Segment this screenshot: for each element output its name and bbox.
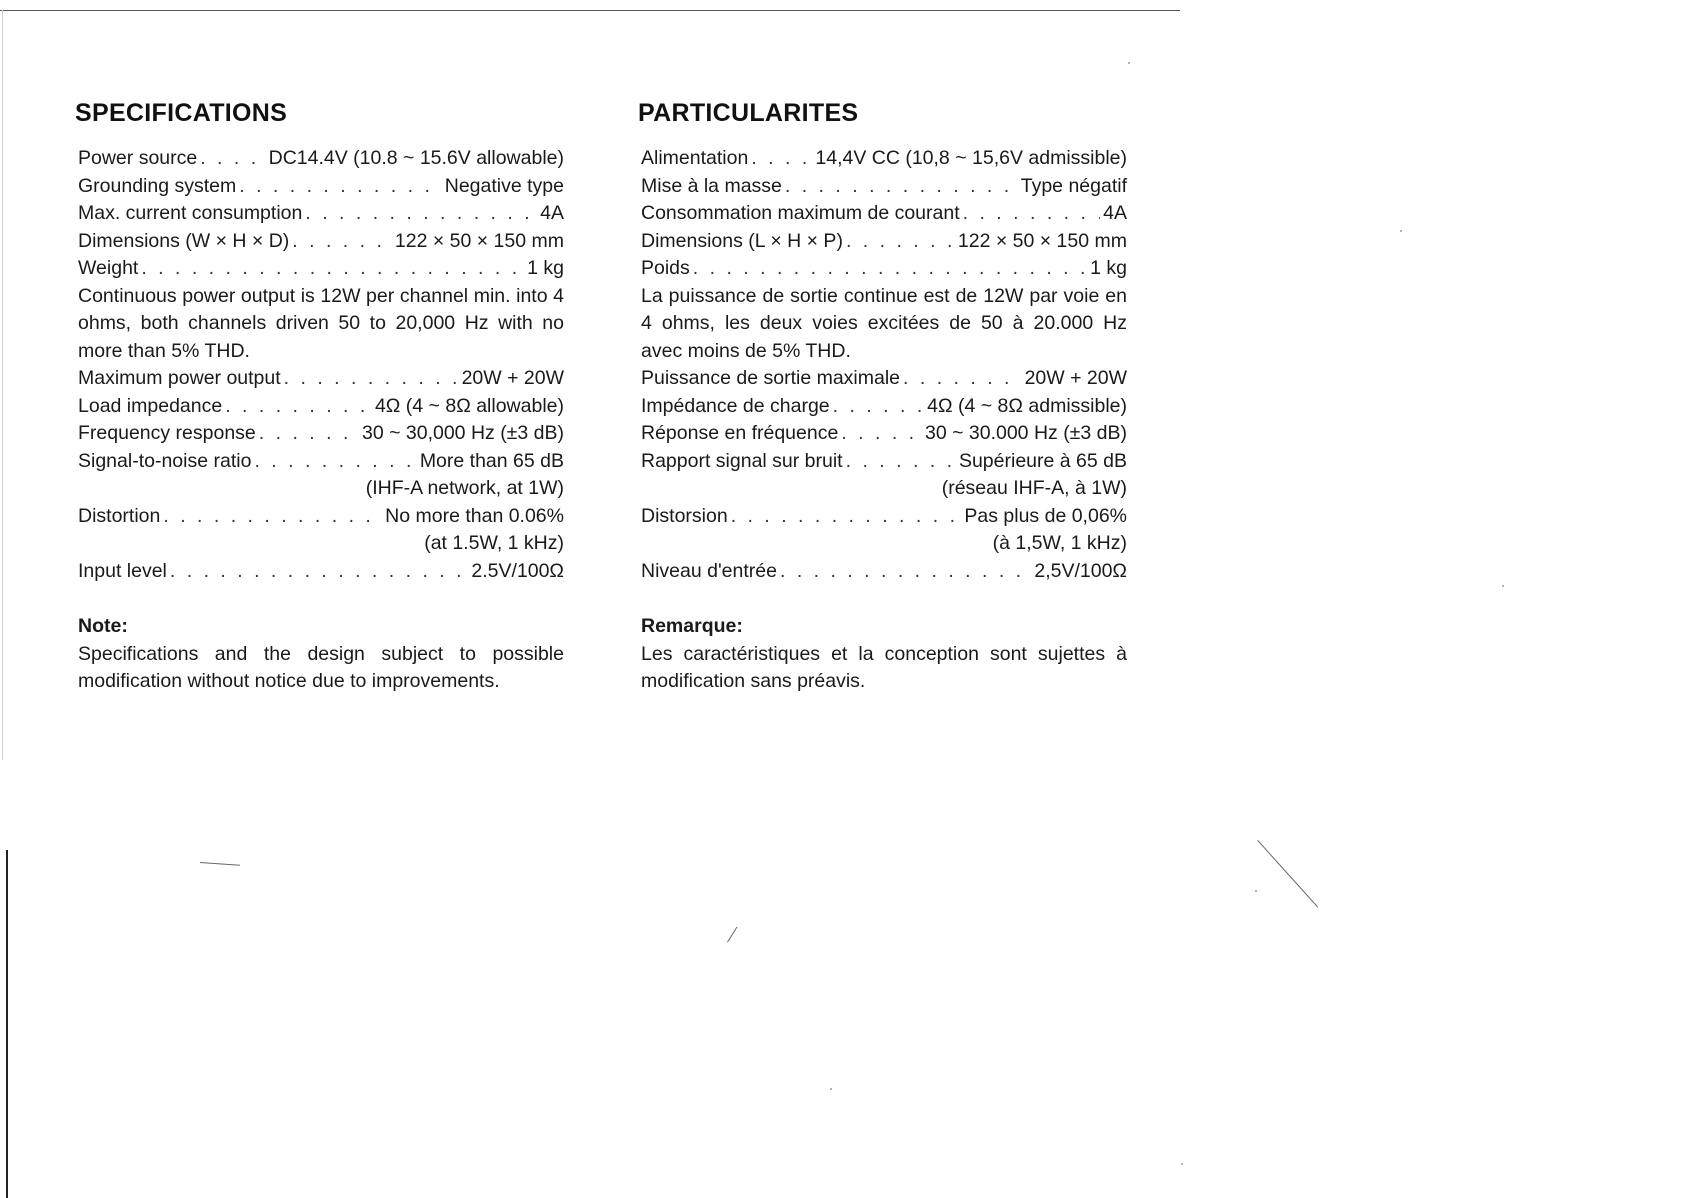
- dot-leader: [846, 228, 955, 256]
- spec-label: Niveau d'entrée: [641, 559, 777, 582]
- spec-value: 122 × 50 × 150 mm: [394, 229, 564, 252]
- spec-value: 2,5V/100Ω: [1034, 559, 1127, 582]
- spec-row: [78, 228, 564, 256]
- dot-leader: [903, 365, 1022, 393]
- spec-value: Negative type: [444, 174, 564, 197]
- scan-speck: [1502, 585, 1504, 587]
- dot-leader: [239, 173, 442, 201]
- dot-leader: [163, 503, 382, 531]
- dot-leader: [841, 420, 922, 448]
- spec-value: DC14.4V (10.8 ~ 15.6V allowable): [268, 147, 564, 169]
- dot-leader: [833, 393, 925, 421]
- scan-speck: [830, 1088, 832, 1090]
- spec-value: 30 ~ 30.000 Hz (±3 dB): [924, 422, 1127, 444]
- spec-row: [641, 448, 1127, 476]
- spec-label: Impédance de charge: [641, 394, 830, 417]
- spec-value: 1 kg: [527, 257, 564, 279]
- spec-label: Weight: [78, 257, 139, 279]
- dot-leader: [225, 393, 372, 421]
- scan-left-edge-faint: [2, 10, 3, 760]
- spec-label: Frequency response: [78, 422, 256, 444]
- spec-label: Réponse en fréquence: [641, 422, 839, 444]
- dot-leader: [751, 145, 812, 173]
- french-heading: PARTICULARITES: [638, 99, 859, 127]
- dot-leader: [200, 145, 265, 173]
- dot-leader: [780, 558, 1031, 586]
- spec-label: Maximum power output: [78, 367, 281, 389]
- scan-left-edge: [6, 850, 8, 1198]
- spec-row: [78, 448, 564, 476]
- spec-label: Mise à la masse: [641, 174, 782, 197]
- spec-row: [641, 365, 1127, 393]
- dot-leader: [693, 255, 1087, 283]
- spec-label: Load impedance: [78, 394, 223, 417]
- spec-value-continued: (at 1.5W, 1 kHz): [424, 532, 564, 554]
- spec-label: Distortion: [78, 504, 161, 527]
- dot-leader: [292, 228, 392, 256]
- spec-value: Pas plus de 0,06%: [964, 504, 1127, 527]
- french-specs-basic: [641, 145, 1127, 283]
- spec-value: 20W + 20W: [461, 367, 564, 389]
- dot-leader: [254, 448, 416, 476]
- french-specs-audio: [641, 365, 1127, 585]
- spec-label: Puissance de sortie maximale: [641, 367, 901, 389]
- spec-label: Rapport signal sur bruit: [641, 449, 843, 472]
- dot-leader: [170, 558, 468, 586]
- dot-leader: [284, 365, 459, 393]
- spec-label: Alimentation: [641, 147, 749, 169]
- spec-row: [641, 228, 1127, 256]
- spec-row: [78, 558, 564, 586]
- spec-row: [641, 145, 1127, 173]
- english-continuous-power-text: Continuous power output is 12W per channel min. into 4 ohms, both channels driven 50 to 20,000 Hz with no more than 5% THD.: [78, 284, 564, 362]
- spec-label: Power source: [78, 147, 198, 169]
- dot-leader: [141, 255, 524, 283]
- spec-value: 4Ω (4 ~ 8Ω admissible): [927, 394, 1127, 417]
- dot-leader: [785, 173, 1018, 201]
- spec-row: [78, 145, 564, 173]
- spec-row: [641, 173, 1127, 201]
- spec-value: 4Ω (4 ~ 8Ω allowable): [374, 394, 564, 417]
- spec-row: [641, 200, 1127, 228]
- scan-speck: [1128, 62, 1130, 64]
- spec-row: [78, 365, 564, 393]
- english-specs-audio: [78, 365, 564, 585]
- english-heading: SPECIFICATIONS: [75, 99, 288, 127]
- spec-value: 122 × 50 × 150 mm: [957, 229, 1127, 252]
- spec-value: 4A: [540, 202, 564, 224]
- english-note-text: Specifications and the design subject to possible modification without notice due to improvements.: [78, 642, 564, 692]
- dot-leader: [305, 200, 537, 228]
- spec-value: 20W + 20W: [1024, 367, 1127, 389]
- spec-label: Signal-to-noise ratio: [78, 449, 252, 472]
- spec-value: No more than 0.06%: [385, 504, 564, 527]
- french-note-text: Les caractéristiques et la conception sont sujettes à modification sans préavis.: [641, 642, 1127, 692]
- dot-leader: [963, 200, 1101, 228]
- spec-row: [641, 558, 1127, 586]
- spec-label: Input level: [78, 559, 167, 582]
- spec-label: Dimensions (L × H × P): [641, 229, 843, 252]
- spec-value: Supérieure à 65 dB: [958, 449, 1127, 472]
- spec-label: Distorsion: [641, 504, 728, 527]
- scan-speck: [1181, 1163, 1183, 1165]
- spec-value: More than 65 dB: [419, 449, 564, 472]
- spec-row: [641, 503, 1127, 531]
- spec-row: [78, 200, 564, 228]
- scan-mark: [200, 862, 240, 866]
- french-column: [638, 98, 1127, 696]
- spec-row: [78, 420, 564, 448]
- spec-label: Grounding system: [78, 174, 237, 197]
- spec-value-continued: (IHF-A network, at 1W): [365, 477, 564, 499]
- spec-value: Type négatif: [1020, 174, 1127, 197]
- english-column: [75, 98, 564, 696]
- spec-value: 14,4V CC (10,8 ~ 15,6V admissible): [815, 147, 1127, 169]
- spec-label: Max. current consumption: [78, 202, 303, 224]
- spec-label: Poids: [641, 257, 690, 279]
- french-note-title: Remarque:: [641, 615, 743, 637]
- spec-value: 4A: [1103, 202, 1127, 224]
- french-continuous-power-text: La puissance de sortie continue est de 12W par voie en 4 ohms, les deux voies excitées de 50 à 20.000 Hz avec moins de 5% THD.: [641, 284, 1127, 362]
- scan-mark: [1257, 840, 1318, 908]
- spec-value-continued: (à 1,5W, 1 kHz): [992, 532, 1127, 554]
- english-note-title: Note:: [78, 615, 128, 637]
- spec-row: [641, 255, 1127, 283]
- spec-label: Consommation maximum de courant: [641, 202, 960, 224]
- dot-leader: [846, 448, 956, 476]
- dot-leader: [731, 503, 962, 531]
- dot-leader: [259, 420, 359, 448]
- spec-row: [78, 393, 564, 421]
- spec-row: [78, 503, 564, 531]
- spec-row: [641, 420, 1127, 448]
- spec-row: [78, 173, 564, 201]
- scan-top-edge: [0, 10, 1180, 11]
- spec-row: [641, 393, 1127, 421]
- spec-value: 2.5V/100Ω: [471, 559, 564, 582]
- spec-value: 30 ~ 30,000 Hz (±3 dB): [361, 422, 564, 444]
- english-specs-basic: [78, 145, 564, 283]
- spec-row: [78, 255, 564, 283]
- spec-value-continued: (réseau IHF-A, à 1W): [941, 477, 1127, 499]
- scan-speck: [1255, 890, 1257, 892]
- spec-label: Dimensions (W × H × D): [78, 229, 290, 252]
- scan-mark: [727, 927, 737, 943]
- scan-speck: [1400, 230, 1402, 232]
- spec-value: 1 kg: [1090, 257, 1127, 279]
